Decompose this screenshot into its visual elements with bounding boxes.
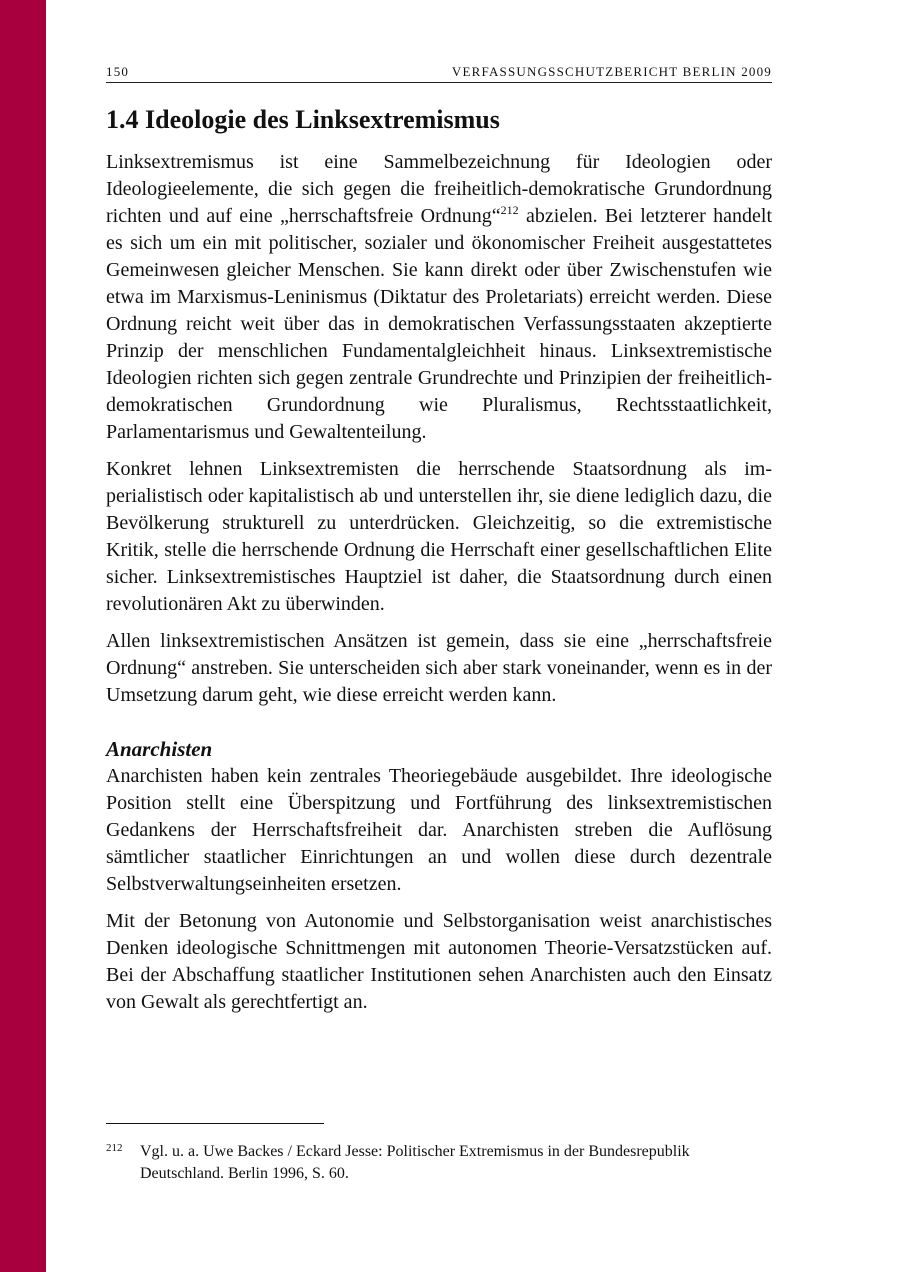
footnote-divider <box>106 1123 324 1124</box>
paragraph-autonomy: Mit der Betonung von Autonomie und Selbstorganisation weist anarchistisches Denken ideologische Schnittmengen mit autonomen Theorie-Versatzstücken auf. Bei der Abschaffung staatlicher Institutionen sehen Anarchisten auch den Einsatz von Gewalt als gerechtfertigt an. <box>106 910 772 1013</box>
page-body <box>106 100 772 1026</box>
running-title: VERFASSUNGSSCHUTZBERICHT BERLIN 2009 <box>451 64 772 79</box>
paragraph-text: Linksextremismus ist eine Sammelbezeichnung für Ideologien oder Ideologieelemente, die sich gegen die freiheitlich-demokratische Grundordnung richten und auf eine „herrschaftsfreie Ordnung“ <box>106 151 772 227</box>
footnote-text: Vgl. u. a. Uwe Backes / Eckard Jesse: Politischer Extremismus in der Bundesrepublik Deutschland. Berlin 1996, S. 60. <box>140 1143 690 1182</box>
subsection-heading: Anarchisten <box>106 737 213 761</box>
side-color-bar <box>0 0 46 1272</box>
paragraph-common-goal: Allen linksextremistischen Ansätzen ist gemein, dass sie eine „herrschaftsfreie Ordnung“ anstreben. Sie unterscheiden sich aber stark voneinander, wenn es in der Umsetzung darum geht, wie diese erreicht werden kann. <box>106 630 772 706</box>
footnote-reference: 212 <box>500 203 519 217</box>
running-header <box>106 62 772 83</box>
paragraph-definition <box>106 149 772 446</box>
footnote-number: 212 <box>106 1142 123 1154</box>
paragraph-anarchists: Anarchisten haben kein zentrales Theoriegebäude ausgebildet. Ihre ideologische Position stellt eine Überspitzung und Fortführung des linksextremistischen Gedankens der Herrschaftsfreiheit dar. Anarchisten streben die Auflösung sämtlicher staatlicher Einrichtungen an und wollen diese durch dezentrale Selbstverwaltungseinheiten ersetzen. <box>106 765 772 895</box>
footnote <box>106 1141 772 1185</box>
paragraph-concrete: Konkret lehnen Linksextremisten die herrschende Staatsordnung als imperialistisch oder kapitalistisch ab und unterstellen ihr, sie diene lediglich dazu, die Bevölkerung strukturell zu unterdrücken. Gleichzeitig, so die extremistische Kritik, stelle die herrschende Ordnung die Herrschaft einer gesellschaftlichen Elite sicher. Linksextremistisches Hauptziel ist daher, die Staatsordnung durch einen revolutionären Akt zu überwinden. <box>106 458 772 615</box>
page-number: 150 <box>106 64 130 79</box>
section-heading: 1.4 Ideologie des Linksextremismus <box>106 105 500 134</box>
paragraph-text: abzielen. Bei letzterer handelt es sich um ein mit politischer, sozialer und ökonomischer Freiheit ausgestattetes Gemeinwesen gleicher Menschen. Sie kann direkt oder über Zwischenstufen wie etwa im Marxismus-Leninismus (Diktatur des Proletariats) erreicht werden. Diese Ordnung reicht weit über das in demokratischen Verfassungsstaaten akzeptierte Prinzip der menschlichen Fundamentalgleichheit hinaus. Linksextremistische Ideologien richten sich gegen zentrale Grundrechte und Prinzipien der freiheitlich-demokratischen Grundordnung wie Pluralismus, Rechtsstaatlichkeit, Parlamentarismus und Gewaltenteilung. <box>106 205 772 443</box>
